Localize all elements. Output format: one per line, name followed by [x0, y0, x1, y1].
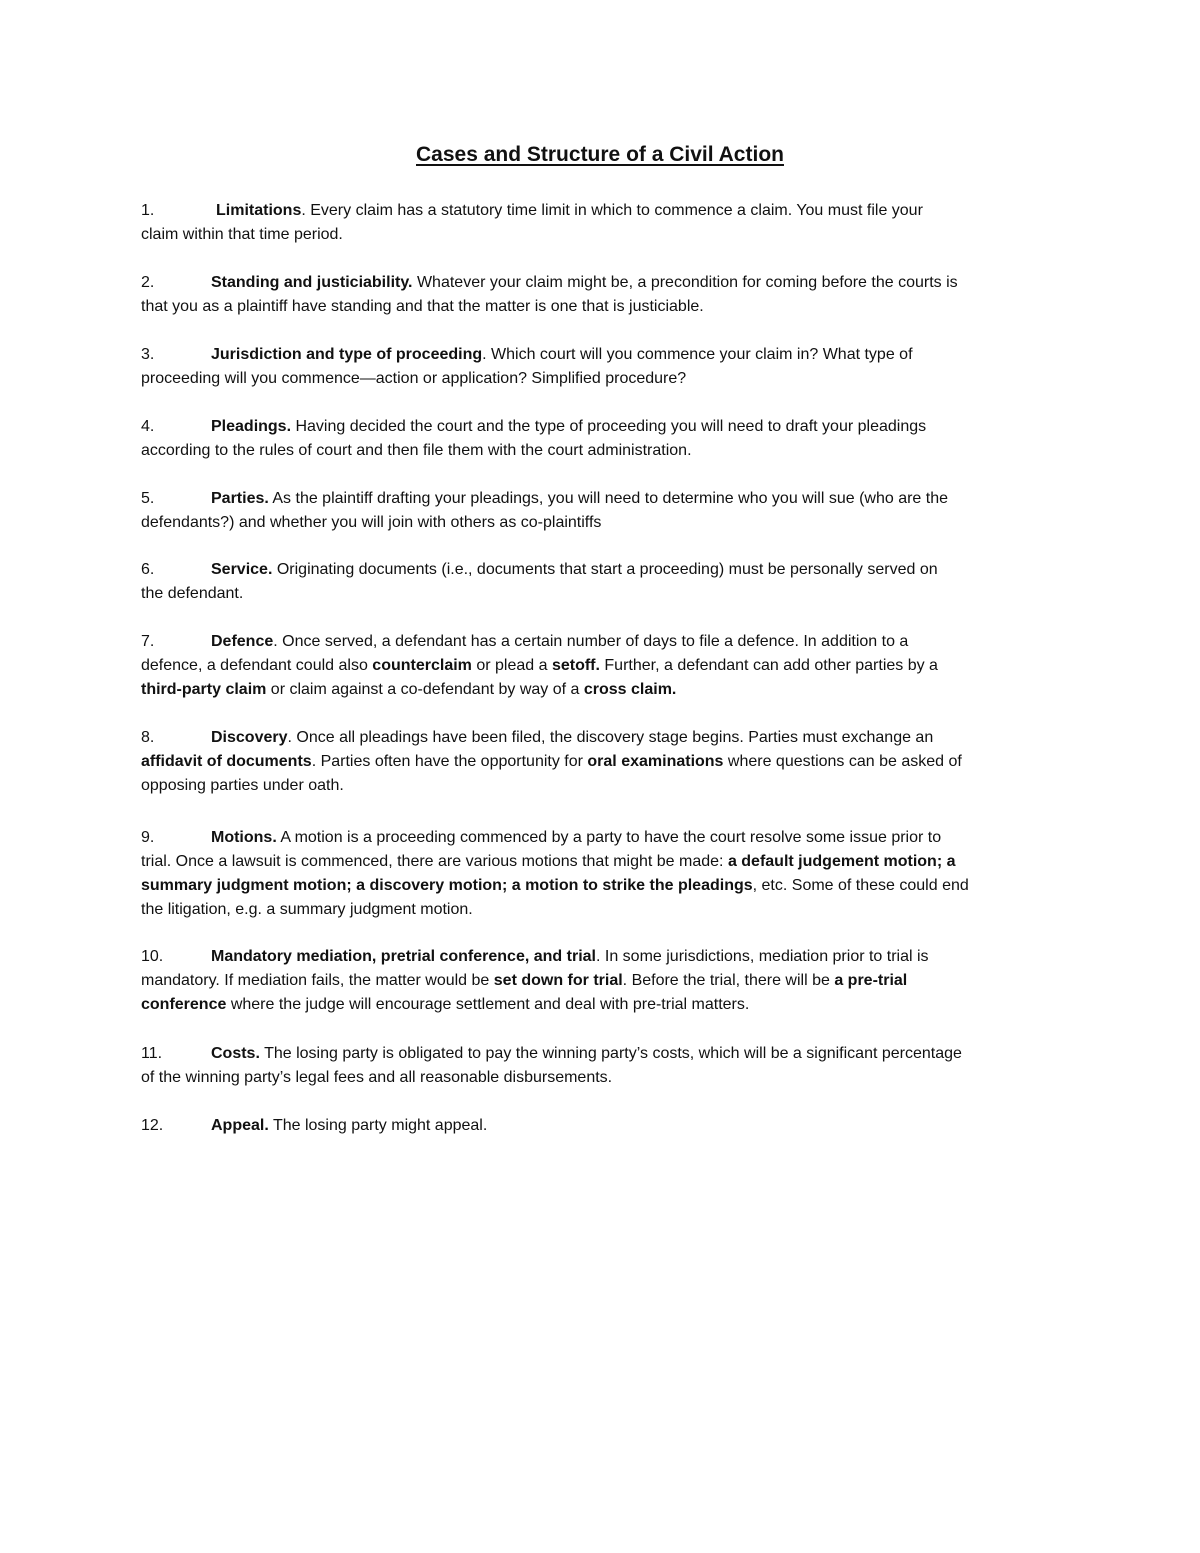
item-heading: Standing and justiciability.: [211, 274, 413, 291]
item-text: where questions can be asked of: [723, 753, 962, 770]
item-line: according to the rules of court and then file them with the court administration.: [141, 442, 692, 459]
item-line: claim within that time period.: [141, 226, 343, 243]
list-item-limitations: [141, 199, 1063, 247]
item-number: 2.: [141, 274, 155, 291]
list-item-defence: [141, 630, 1063, 702]
item-number: 6.: [141, 561, 155, 578]
item-text: . Once served, a defendant has a certain number of days to file a defence. In addition to a: [273, 633, 909, 650]
item-line: [141, 826, 1063, 850]
item-emphasis: a pre-trial: [834, 972, 908, 989]
list-item-discovery: [141, 726, 1063, 798]
item-heading: Parties.: [211, 490, 269, 507]
item-heading: Appeal.: [211, 1117, 269, 1134]
item-number: 5.: [141, 490, 155, 507]
item-emphasis: set down for trial: [493, 972, 623, 989]
item-line: of the winning party’s legal fees and all reasonable disbursements.: [141, 1069, 613, 1086]
item-emphasis: summary judgment motion; a discovery motion; a motion to strike the pleadings: [141, 877, 753, 894]
item-line: [141, 654, 1063, 678]
item-heading: Mandatory mediation, pretrial conference, and trial: [211, 948, 596, 965]
item-emphasis: counterclaim: [372, 657, 472, 674]
list-item-appeal: [141, 1114, 1063, 1138]
item-line: [141, 1042, 1063, 1066]
list-item-pleadings: [141, 415, 1063, 463]
item-text: . In some jurisdictions, mediation prior to trial is: [595, 948, 929, 965]
item-number: 4.: [141, 418, 155, 435]
item-line: [141, 343, 1063, 367]
item-emphasis: oral examinations: [587, 753, 724, 770]
item-line: [141, 558, 1063, 582]
item-number: 12.: [141, 1117, 164, 1134]
item-number: 10.: [141, 948, 164, 965]
list-item-service: [141, 558, 1063, 606]
item-number: 11.: [141, 1045, 163, 1062]
item-line: [141, 750, 1063, 774]
item-emphasis: cross claim.: [583, 681, 677, 698]
item-text: A motion is a proceeding commenced by a party to have the court resolve some issue prior to: [276, 829, 942, 846]
item-line: [141, 850, 1063, 874]
item-line: the defendant.: [141, 585, 244, 602]
item-line: [141, 993, 1063, 1017]
item-emphasis: third-party claim: [141, 681, 267, 698]
item-line: opposing parties under oath.: [141, 777, 344, 794]
item-text: The losing party might appeal.: [268, 1117, 488, 1134]
item-text: The losing party is obligated to pay the winning party’s costs, which will be a significant percentage: [259, 1045, 962, 1062]
item-number: 8.: [141, 729, 155, 746]
item-text: or plead a: [471, 657, 552, 674]
item-heading: Costs.: [211, 1045, 260, 1062]
item-line: that you as a plaintiff have standing and that the matter is one that is justiciable.: [141, 298, 704, 315]
item-text: defence, a defendant could also: [141, 657, 373, 674]
item-text: Originating documents (i.e., documents that start a proceeding) must be personally served on: [272, 561, 938, 578]
item-emphasis: affidavit of documents: [141, 753, 312, 770]
item-line: [141, 726, 1063, 750]
item-heading: Service.: [211, 561, 273, 578]
item-number: 3.: [141, 346, 155, 363]
page-title: Cases and Structure of a Civil Action: [416, 143, 784, 166]
item-number: 7.: [141, 633, 155, 650]
item-number: 9.: [141, 829, 155, 846]
list-item-mediation: [141, 945, 1063, 1017]
item-emphasis: a default judgement motion; a: [727, 853, 956, 870]
item-line: [141, 271, 1063, 295]
item-heading: Pleadings.: [211, 418, 292, 435]
item-line: [141, 487, 1063, 511]
item-text: Having decided the court and the type of proceeding you will need to draft your pleadings: [291, 418, 927, 435]
item-text: , etc. Some of these could end: [752, 877, 969, 894]
item-line: [141, 945, 1063, 969]
item-emphasis: conference: [141, 996, 227, 1013]
item-number: 1.: [141, 202, 155, 219]
list-item-standing: [141, 271, 1063, 319]
item-line: [141, 199, 1063, 223]
item-line: [141, 630, 1063, 654]
item-text: mandatory. If mediation fails, the matter would be: [141, 972, 494, 989]
item-text: . Every claim has a statutory time limit in which to commence a claim. You must file your: [301, 202, 923, 219]
list-item-costs: [141, 1042, 1063, 1090]
item-heading: Defence: [211, 633, 274, 650]
item-line: [141, 678, 1063, 702]
list-item-jurisdiction: [141, 343, 1063, 391]
item-text: Further, a defendant can add other parties by a: [599, 657, 938, 674]
item-heading: Limitations: [216, 202, 302, 219]
item-line: [141, 874, 1063, 898]
item-text: where the judge will encourage settlement and deal with pre-trial matters.: [226, 996, 750, 1013]
item-text: . Before the trial, there will be: [622, 972, 835, 989]
item-line: defendants?) and whether you will join with others as co-plaintiffs: [141, 514, 602, 531]
item-heading: Motions.: [211, 829, 277, 846]
item-text: . Once all pleadings have been filed, the discovery stage begins. Parties must exchange an: [287, 729, 934, 746]
item-text: or claim against a co-defendant by way of a: [266, 681, 584, 698]
item-line: [141, 415, 1063, 439]
item-line: [141, 969, 1063, 993]
item-text: Whatever your claim might be, a precondition for coming before the courts is: [412, 274, 958, 291]
item-text: . Which court will you commence your claim in? What type of: [482, 346, 913, 363]
item-text: trial. Once a lawsuit is commenced, there are various motions that might be made:: [141, 853, 728, 870]
item-line: proceeding will you commence—action or application? Simplified procedure?: [141, 370, 687, 387]
list-item-motions: [141, 826, 1063, 922]
item-line: [141, 1114, 1063, 1138]
item-heading: Discovery: [211, 729, 288, 746]
item-line: the litigation, e.g. a summary judgment motion.: [141, 901, 473, 918]
item-text: As the plaintiff drafting your pleadings, you will need to determine who you will sue (who are the: [268, 490, 949, 507]
item-text: . Parties often have the opportunity for: [311, 753, 588, 770]
item-heading: Jurisdiction and type of proceeding: [211, 346, 483, 363]
item-emphasis: setoff.: [551, 657, 600, 674]
list-item-parties: [141, 487, 1063, 535]
